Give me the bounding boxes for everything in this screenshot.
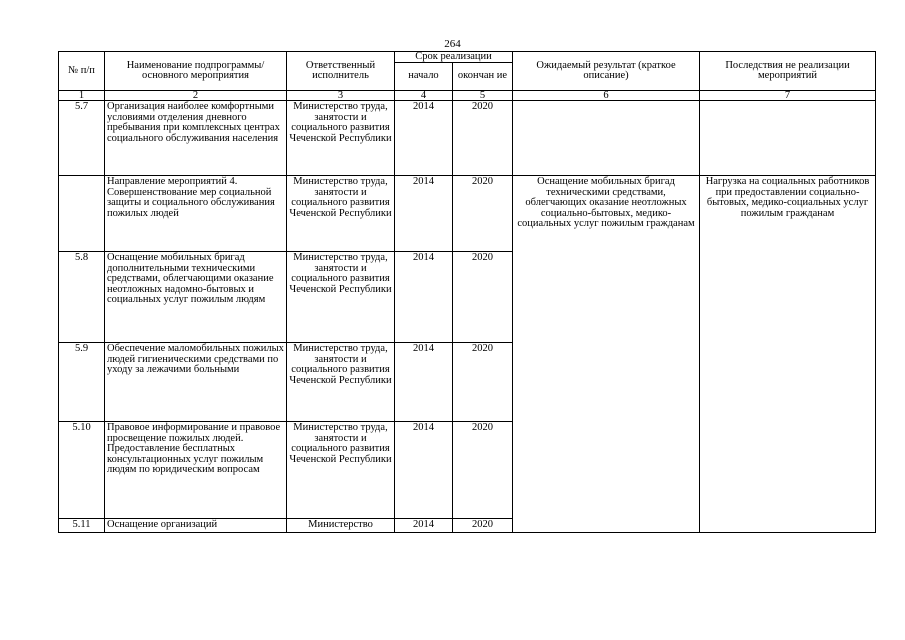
row-end: 2020 [453,176,513,252]
row-start: 2014 [395,343,453,422]
row-end: 2020 [453,519,513,533]
row-num: 5.9 [59,343,105,422]
row-executor: Министерство труда, занятости и социального развития Чеченской Республики [287,343,395,422]
row-start: 2014 [395,176,453,252]
empty-consequences-cell [700,101,876,176]
merged-consequences-cell: Нагрузка на социальных работников при предоставлении социально-бытовых, медико-социальных услуг пожилым гражданам [700,176,876,533]
header-start: начало [395,63,453,91]
merged-result-cell: Оснащение мобильных бригад техническими средствами, облегчающих оказание неотложных социально-бытовых, медико-социальных услуг пожилым гражданам [513,176,700,533]
row-executor: Министерство труда, занятости и социального развития Чеченской Республики [287,101,395,176]
row-end: 2020 [453,343,513,422]
page-number: 264 [444,38,461,50]
row-name: Правовое информирование и правовое просвещение пожилых людей. Предоставление бесплатных консультационных услуг пожилым людям по юридическим вопросам [105,422,287,519]
row-num: 5.11 [59,519,105,533]
row-start: 2014 [395,519,453,533]
row-num [59,176,105,252]
row-num: 5.7 [59,101,105,176]
table-row [59,101,876,176]
program-activities-table [58,51,876,533]
row-start: 2014 [395,101,453,176]
row-name: Оснащение организаций [105,519,287,533]
column-number-5: 5 [453,91,513,101]
header-executor: Ответственный исполнитель [287,52,395,91]
row-num: 5.8 [59,252,105,343]
row-executor: Министерство труда, занятости и социального развития Чеченской Республики [287,176,395,252]
header-name: Наименование подпрограммы/ основного мероприятия [105,52,287,91]
table-row [59,176,876,252]
row-name: Организация наиболее комфортными условиями отделения дневного пребывания при комплексных центрах социального обслуживания населения [105,101,287,176]
column-number-7: 7 [700,91,876,101]
row-start: 2014 [395,252,453,343]
column-number-3: 3 [287,91,395,101]
header-result: Ожидаемый результат (краткое описание) [513,52,700,91]
column-number-2: 2 [105,91,287,101]
row-name: Направление мероприятий 4. Совершенствование мер социальной защиты и социального обслуживания пожилых людей [105,176,287,252]
row-name: Обеспечение маломобильных пожилых людей гигиеническими средствами по уходу за лежачими больными [105,343,287,422]
header-end: окончан ие [453,63,513,91]
header-consequences: Последствия не реализации мероприятий [700,52,876,91]
row-executor: Министерство труда, занятости и социального развития Чеченской Республики [287,252,395,343]
header-period: Срок реализации [395,52,513,63]
row-name: Оснащение мобильных бригад дополнительными техническими средствами, облегчающими оказание неотложных надомно-бытовых и социальных услуг пожилым людям [105,252,287,343]
row-end: 2020 [453,101,513,176]
column-number-1: 1 [59,91,105,101]
row-num: 5.10 [59,422,105,519]
row-end: 2020 [453,422,513,519]
empty-result-cell [513,101,700,176]
column-number-6: 6 [513,91,700,101]
row-end: 2020 [453,252,513,343]
row-executor: Министерство [287,519,395,533]
column-number-4: 4 [395,91,453,101]
header-num: № п/п [59,52,105,91]
row-start: 2014 [395,422,453,519]
row-executor: Министерство труда, занятости и социального развития Чеченской Республики [287,422,395,519]
